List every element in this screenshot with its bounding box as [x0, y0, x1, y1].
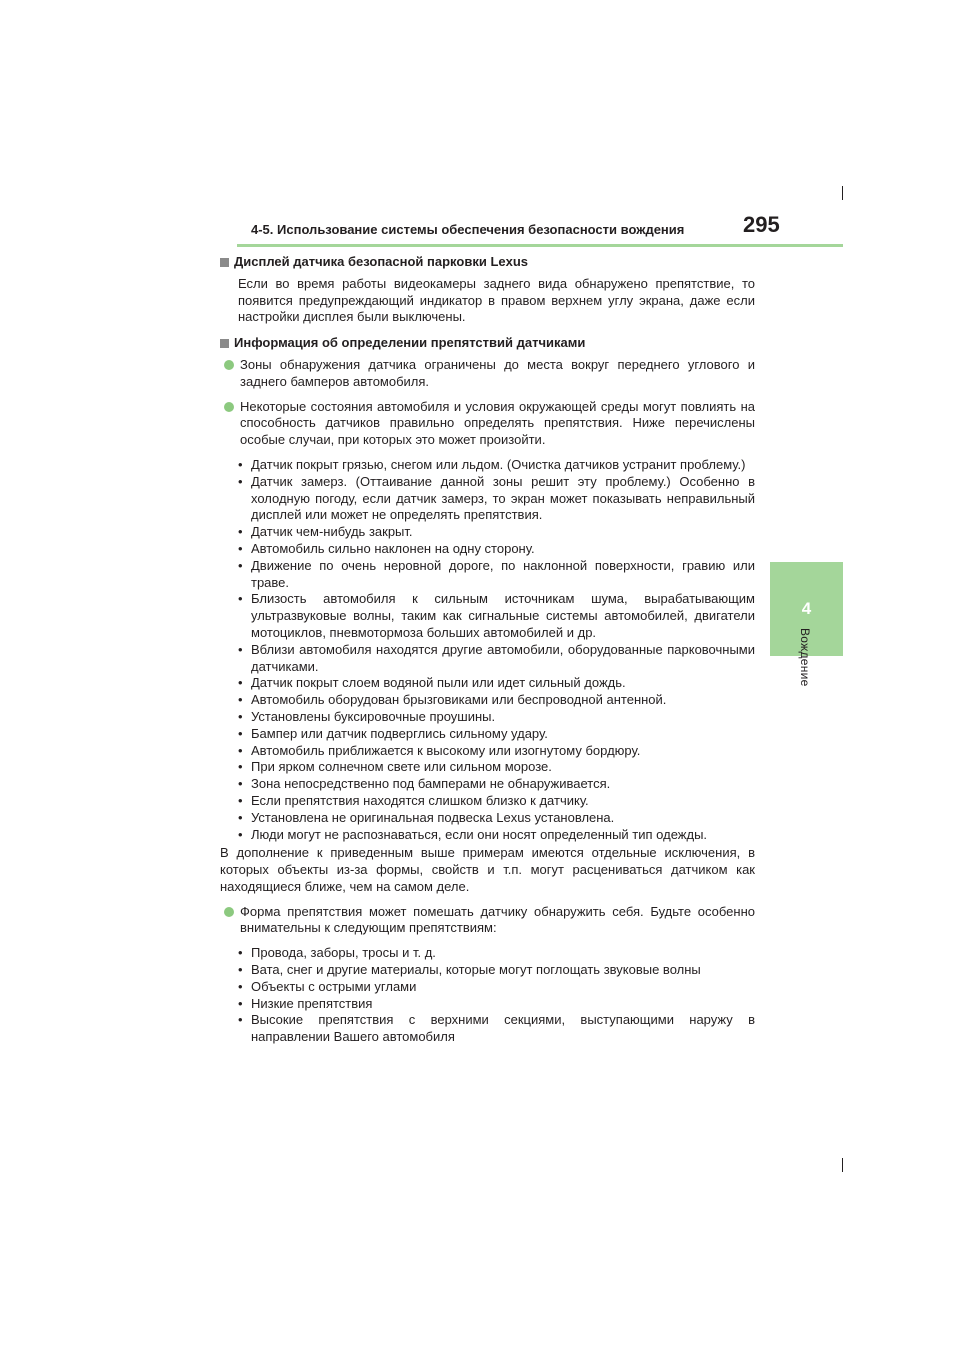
list-item: • Высокие препятствия с верхними секциями, выступающими наружу в направлении Вашего автомобиля — [235, 1012, 755, 1046]
circle-point-2 — [220, 399, 755, 449]
circle-bullet-icon — [224, 907, 234, 917]
chapter-side-label: Вождение — [798, 628, 812, 687]
page-content — [220, 254, 755, 1048]
section-heading-text: Дисплей датчика безопасной парковки Lexus — [234, 254, 529, 269]
header-divider — [237, 244, 843, 247]
square-bullet-icon — [220, 258, 229, 267]
list-item: • При ярком солнечном свете или сильном морозе. — [235, 759, 755, 776]
circle-bullet-icon — [224, 360, 234, 370]
list-item: • Бампер или датчик подверглись сильному удару. — [235, 726, 755, 743]
list-item: • Автомобиль оборудован брызговиками или беспроводной антенной. — [235, 692, 755, 709]
section-heading-display — [220, 254, 755, 271]
circle-bullet-icon — [224, 402, 234, 412]
list-item: • Датчик покрыт грязью, снегом или льдом. (Очистка датчиков устранит проблему.) — [235, 457, 755, 474]
addition-paragraph: В дополнение к приведенным выше примерам имеются отдельные исключения, в которых объекты из-за формы, свойств и т.п. могут расцениваться датчиком как находящиеся ближе, чем на самом деле. — [220, 845, 755, 894]
circle-point-text: Форма препятствия может помешать датчику обнаружить себя. Будьте особенно внимательны к следующим препятствиям: — [240, 903, 755, 936]
circle-point-3 — [220, 904, 755, 938]
list-item: • Датчик чем-нибудь закрыт. — [235, 524, 755, 541]
circle-point-text: Некоторые состояния автомобиля и условия окружающей среды могут повлиять на способность датчиков правильно определять препятствия. Ниже перечислены особые случаи, при которых это может произойти. — [240, 398, 755, 448]
list-item: • Если препятствия находятся слишком близко к датчику. — [235, 793, 755, 810]
list-item: • Люди могут не распознаваться, если они носят определенный тип одежды. — [235, 827, 755, 844]
list-item: • Зона непосредственно под бамперами не обнаруживается. — [235, 776, 755, 793]
page-header-title: 4-5. Использование системы обеспечения безопасности вождения — [251, 222, 685, 237]
list-item: • Объекты с острыми углами — [235, 979, 755, 996]
crop-mark-bottom — [842, 1158, 843, 1172]
chapter-number: 4 — [801, 599, 812, 618]
list-item: • Установлены буксировочные проушины. — [235, 709, 755, 726]
obstacles-list — [235, 945, 755, 1046]
list-item: • Вблизи автомобиля находятся другие автомобили, оборудованные парковочными датчиками. — [235, 642, 755, 676]
list-item: • Установлена не оригинальная подвеска Lexus установлена. — [235, 810, 755, 827]
list-item: • Провода, заборы, тросы и т. д. — [235, 945, 755, 962]
section-paragraph: Если во время работы видеокамеры заднего вида обнаружено препятствие, то появится предупреждающий индикатор в правом верхнем углу экрана, даже если настройки дисплея были выключены. — [238, 275, 755, 325]
section-heading-text: Информация об определении препятствий датчиками — [234, 335, 586, 351]
list-item: • Датчик замерз. (Оттаивание данной зоны решит эту проблему.) Особенно в холодную погоду, если датчик замерз, то экран может показывать неправильный дисплей или может не определять препятствия. — [235, 474, 755, 524]
list-item: • Датчик покрыт слоем водяной пыли или идет сильный дождь. — [235, 675, 755, 692]
list-item: • Движение по очень неровной дороге, по наклонной поверхности, гравию или траве. — [235, 558, 755, 592]
circle-point-text: Зоны обнаружения датчика ограничены до места вокруг переднего углового и заднего бамперов автомобиля. — [240, 356, 755, 389]
square-bullet-icon — [220, 339, 229, 348]
list-item: • Автомобиль приближается к высокому или изогнутому бордюру. — [235, 743, 755, 760]
crop-mark-top — [842, 186, 843, 200]
section-heading-detection — [220, 335, 755, 352]
page-number: 295 — [743, 212, 780, 237]
list-item: • Вата, снег и другие материалы, которые могут поглощать звуковые волны — [235, 962, 755, 979]
list-item: • Низкие препятствия — [235, 996, 755, 1013]
list-item: • Автомобиль сильно наклонен на одну сторону. — [235, 541, 755, 558]
circle-point-1 — [220, 357, 755, 391]
list-item: • Близость автомобиля к сильным источникам шума, вырабатывающим ультразвуковые волны, таким как сигнальные системы автомобилей, двигатели мотоциклов, пневмотормоза больших автомобилей и др. — [235, 591, 755, 641]
conditions-list — [235, 457, 755, 843]
